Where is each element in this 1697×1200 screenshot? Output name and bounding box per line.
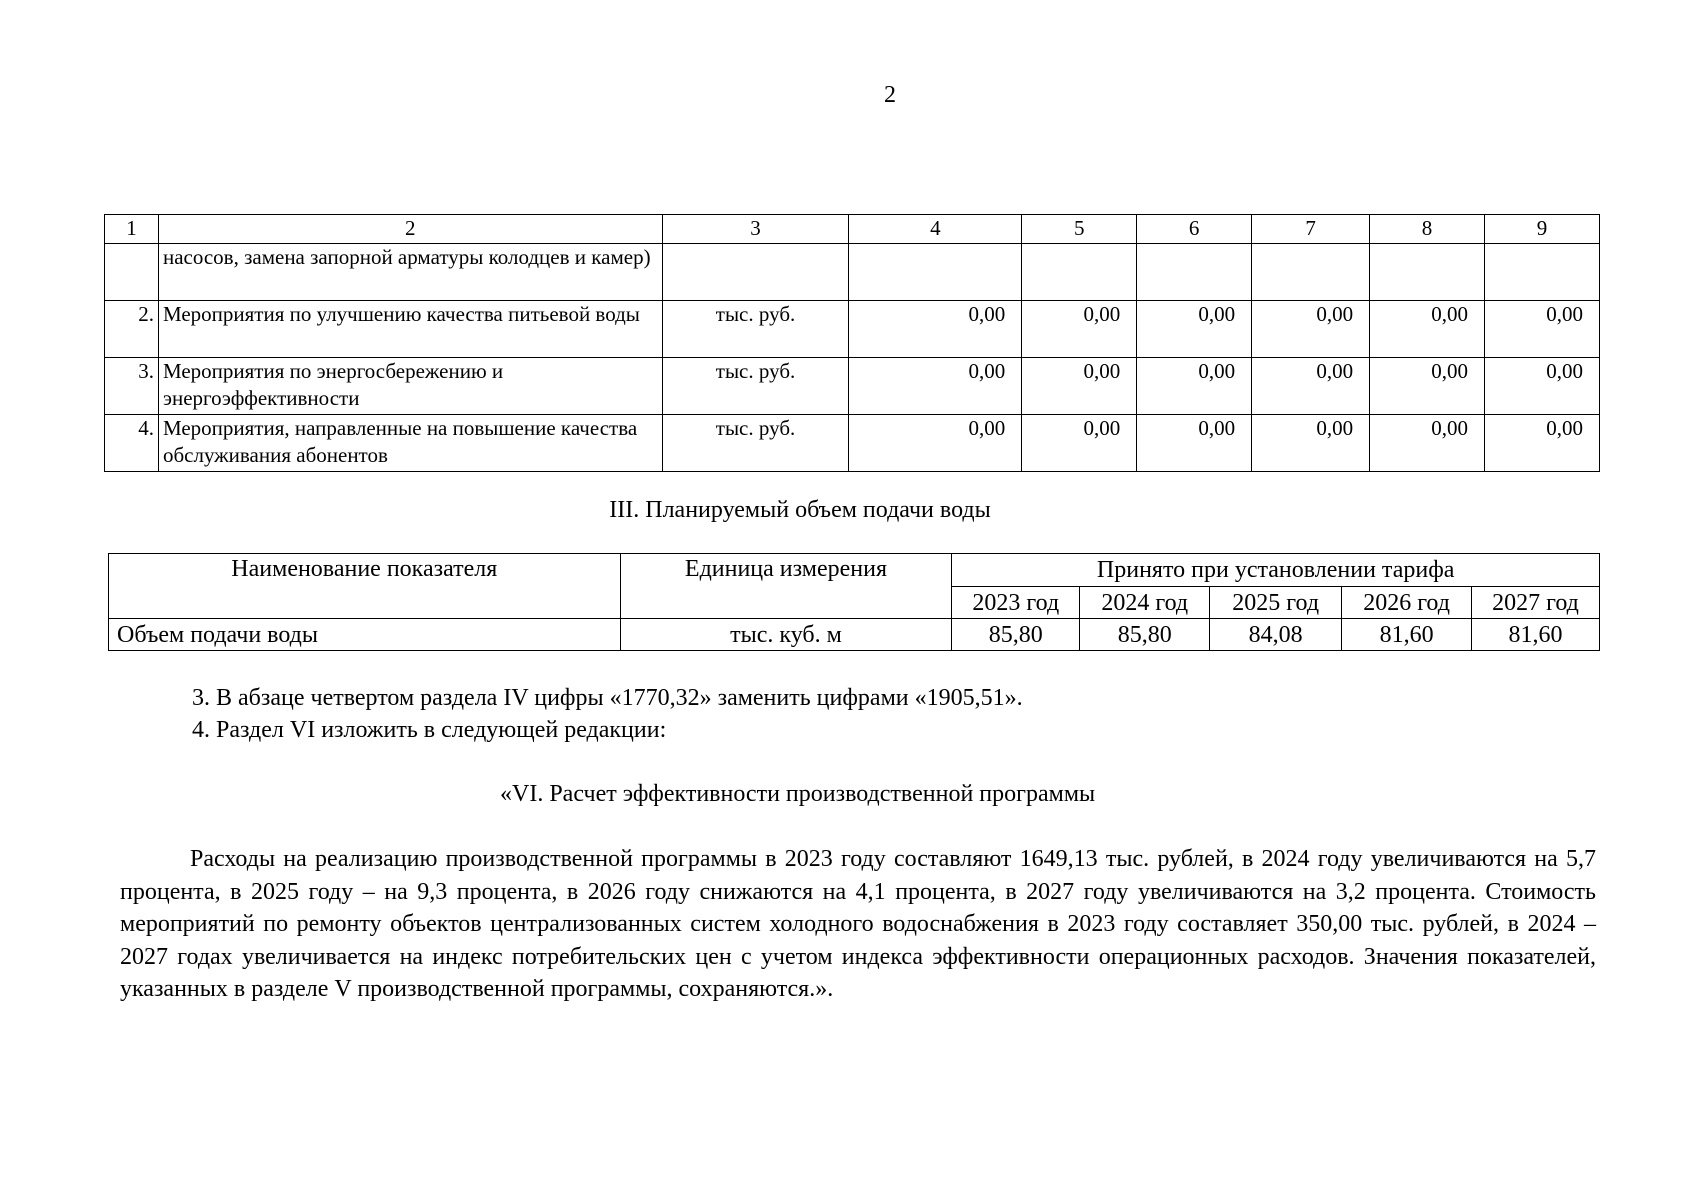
row-value: 0,00 [1022,415,1137,472]
header-cell: 1 [105,215,159,244]
row-number: 2. [105,301,159,358]
efficiency-paragraph: Расходы на реализацию производственной программы в 2023 году составляют 1649,13 тыс. рублей, в 2024 году увеличиваются на 5,7 процента, в 2025 году – на 9,3 процента, в 2026 году снижаются на 4,1 процента, в 2027 году увеличиваются на 3,2 процента. Стоимость мероприятий по ремонту объектов централизованных систем холодного водоснабжения в 2023 году составляет 350,00 тыс. рублей, в 2024 – 2027 годах увеличивается на индекс потребительских цен с учетом индекса эффективности операционных расходов. Значения показателей, указанных в разделе V производственной программы, сохраняются.». [120,846,1596,1002]
row-unit: тыс. куб. м [620,619,952,651]
row-value [1022,244,1137,301]
row-value [1370,244,1485,301]
row-value: 84,08 [1210,619,1342,651]
table-header-row [109,554,1600,587]
row-number [105,244,159,301]
header-cell: 9 [1484,215,1599,244]
row-value: 0,00 [849,358,1022,415]
header-cell: 7 [1252,215,1370,244]
table-row [109,619,1600,651]
year-header: 2023 год [952,587,1080,619]
amendment-item-4: 4. Раздел VI изложить в следующей редакции: [192,717,667,743]
row-value: 0,00 [1137,415,1252,472]
row-value: 85,80 [1080,619,1210,651]
row-name: Мероприятия по улучшению качества питьевой воды [158,301,662,358]
measures-table [104,214,1600,472]
table-row [105,415,1600,472]
row-value: 0,00 [1022,301,1137,358]
column-name-header: Наименование показателя [109,554,621,619]
header-cell: 5 [1022,215,1137,244]
year-header: 2027 год [1472,587,1600,619]
row-name: Мероприятия по энергосбережению и энергоэффективности [158,358,662,415]
row-unit [662,244,849,301]
year-header: 2026 год [1342,587,1472,619]
page-number: 2 [884,82,896,108]
row-unit: тыс. руб. [662,358,849,415]
header-cell: 2 [158,215,662,244]
section-6-title: «VI. Расчет эффективности производственной программы [500,781,1096,807]
year-header: 2025 год [1210,587,1342,619]
table-row [105,301,1600,358]
row-value: 0,00 [849,415,1022,472]
header-cell: 6 [1137,215,1252,244]
row-value: 0,00 [1137,358,1252,415]
row-value: 0,00 [1137,301,1252,358]
row-number: 3. [105,358,159,415]
column-group-header: Принято при установлении тарифа [952,554,1600,587]
row-value [1137,244,1252,301]
row-value: 0,00 [1484,358,1599,415]
row-name: Мероприятия, направленные на повышение качества обслуживания абонентов [158,415,662,472]
row-value: 85,80 [952,619,1080,651]
row-value: 81,60 [1472,619,1600,651]
row-value: 0,00 [1252,358,1370,415]
row-unit: тыс. руб. [662,301,849,358]
header-cell: 3 [662,215,849,244]
row-value: 0,00 [1252,415,1370,472]
row-value: 0,00 [1370,415,1485,472]
row-name: насосов, замена запорной арматуры колодцев и камер) [158,244,662,301]
table-row [105,244,1600,301]
row-value [849,244,1022,301]
row-value: 0,00 [1370,301,1485,358]
row-number: 4. [105,415,159,472]
row-value [1252,244,1370,301]
row-unit: тыс. руб. [662,415,849,472]
header-cell: 4 [849,215,1022,244]
row-value: 0,00 [1484,301,1599,358]
row-value: 81,60 [1342,619,1472,651]
row-value: 0,00 [1370,358,1485,415]
row-value: 0,00 [1252,301,1370,358]
column-unit-header: Единица измерения [620,554,952,619]
row-value [1484,244,1599,301]
row-value: 0,00 [849,301,1022,358]
header-cell: 8 [1370,215,1485,244]
table-row [105,358,1600,415]
row-value: 0,00 [1484,415,1599,472]
year-header: 2024 год [1080,587,1210,619]
table-header-row [105,215,1600,244]
amendment-item-3: 3. В абзаце четвертом раздела IV цифры «1770,32» заменить цифрами «1905,51». [192,685,1023,711]
section-3-title: III. Планируемый объем подачи воды [609,497,991,523]
row-value: 0,00 [1022,358,1137,415]
water-supply-table [108,553,1600,651]
row-name: Объем подачи воды [109,619,621,651]
